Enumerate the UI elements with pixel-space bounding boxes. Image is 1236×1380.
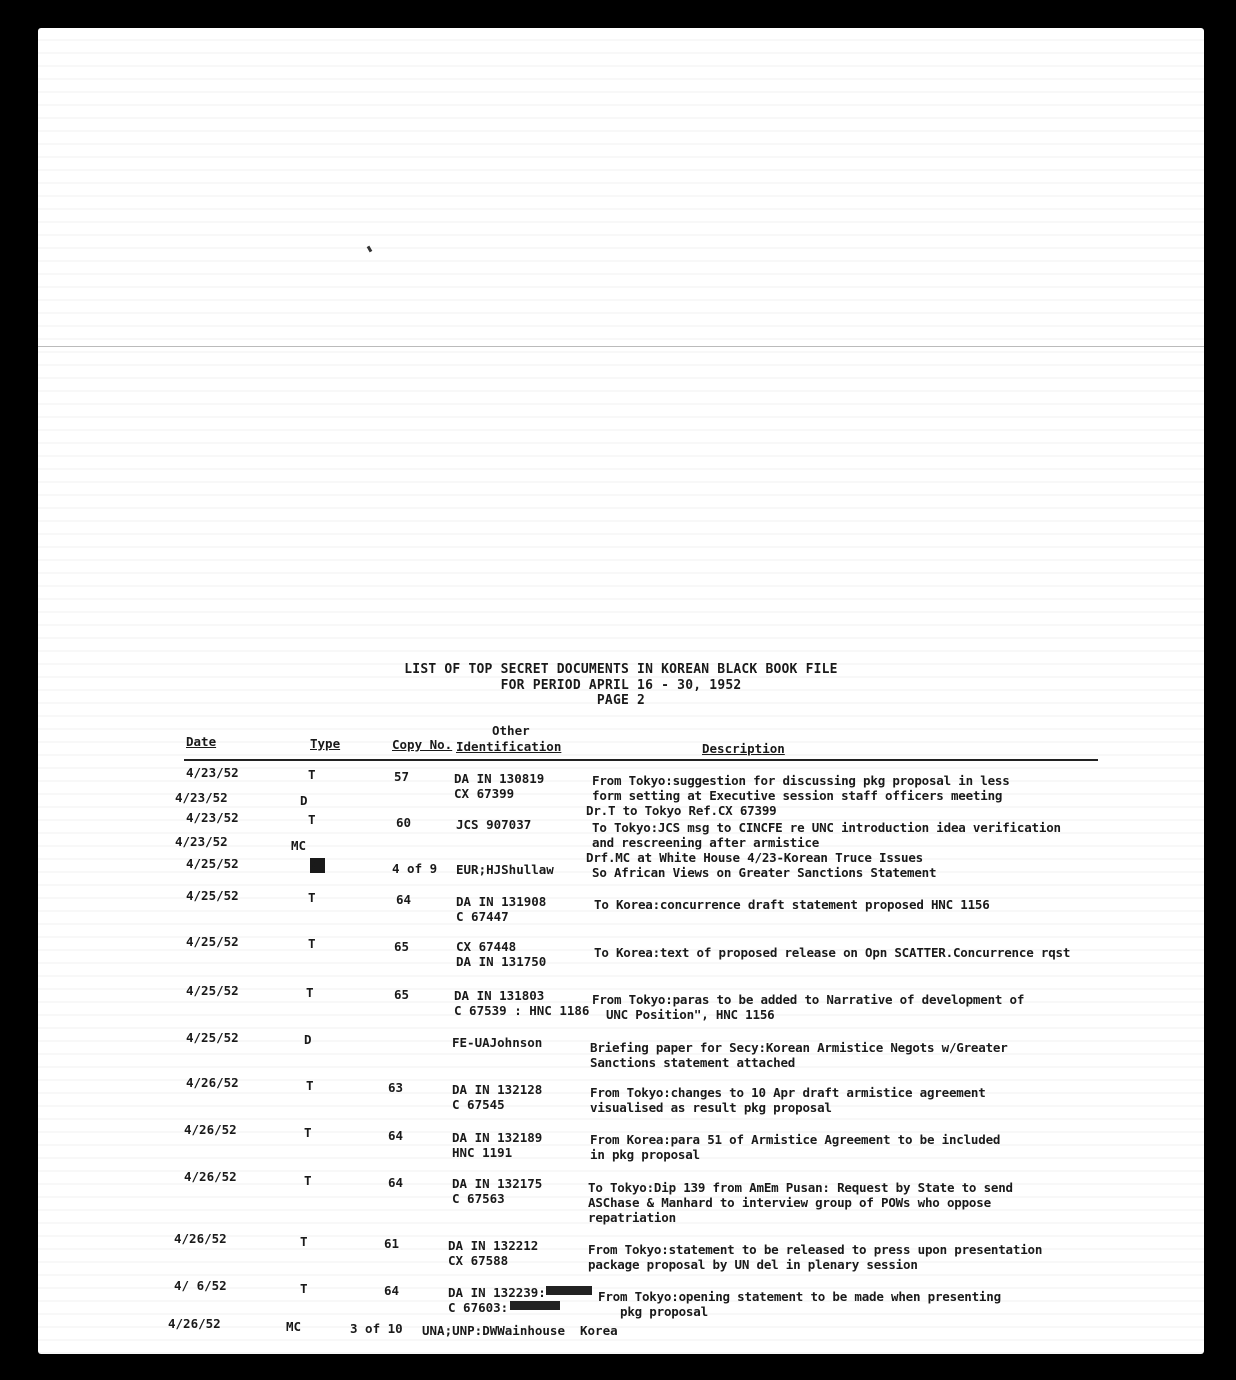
row-desc-1: From Tokyo:changes to 10 Apr draft armistice agreement (590, 1085, 986, 1100)
row-copy: 61 (384, 1236, 400, 1251)
row-type: T (304, 1173, 312, 1188)
document-sheet (38, 28, 1204, 1354)
row-ident-2: HNC 1191 (452, 1145, 513, 1160)
row-ident-2: CX 67588 (448, 1253, 509, 1268)
row-date: 4/25/52 (186, 934, 239, 949)
row-ident-2: CX 67399 (454, 786, 515, 801)
row-desc-1: To Korea:text of proposed release on Opn SCATTER.Concurrence rqst (594, 945, 1071, 960)
row-ident-2: C 67545 (452, 1097, 505, 1112)
row-copy: 64 (388, 1175, 404, 1190)
row-copy: 60 (396, 815, 412, 830)
row-desc-1: From Tokyo:statement to be released to press upon presentation (588, 1242, 1043, 1257)
row-date: 4/25/52 (186, 856, 239, 871)
row-ident-1: DA IN 132239: (448, 1285, 546, 1300)
row-desc-1: From Korea:para 51 of Armistice Agreement to be included (590, 1132, 1001, 1147)
row-date: 4/23/52 (186, 810, 239, 825)
row-ident-1: JCS 907037 (456, 817, 532, 832)
row-type: T (304, 1125, 312, 1140)
row-ident-1: DA IN 131908 (456, 894, 547, 909)
col-date: Date (186, 734, 217, 749)
row-desc-2: UNC Position", HNC 1156 (606, 1007, 775, 1022)
row-date: 4/23/52 (175, 790, 228, 805)
row-date: 4/26/52 (168, 1316, 221, 1331)
row-desc-1: To Korea:concurrence draft statement proposed HNC 1156 (594, 897, 990, 912)
row-ident-1: DA IN 132128 (452, 1082, 543, 1097)
row-copy: 63 (388, 1080, 404, 1095)
row-desc-1: To Tokyo:JCS msg to CINCFE re UNC introduction idea verification (592, 820, 1061, 835)
header-rule (184, 759, 1098, 761)
row-date: 4/ 6/52 (174, 1278, 227, 1293)
row-type: T (308, 890, 316, 905)
row-type: D (304, 1032, 312, 1047)
row-type: T (308, 936, 316, 951)
row-desc-2: ASChase & Manhard to interview group of POWs who oppose (588, 1195, 991, 1210)
col-type: Type (310, 736, 341, 751)
row-date: 4/26/52 (184, 1169, 237, 1184)
row-date: 4/25/52 (186, 1030, 239, 1045)
row-desc-2: and rescreening after armistice (592, 835, 820, 850)
row-type: MC (286, 1319, 302, 1334)
col-description: Description (702, 741, 785, 756)
row-copy: 64 (384, 1283, 400, 1298)
row-ident-2: C 67447 (456, 909, 509, 924)
row-desc-1: To Tokyo:Dip 139 from AmEm Pusan: Request by State to send (588, 1180, 1013, 1195)
row-ident-1: CX 67448 (456, 939, 517, 954)
col-identification: Identification (456, 739, 562, 754)
row-desc-1: From Tokyo:opening statement to be made when presenting (598, 1289, 1001, 1304)
row-type: T (308, 767, 316, 782)
row-copy: 57 (394, 769, 410, 784)
row-desc-1: Korea (580, 1323, 618, 1338)
row-desc-1: Drf.MC at White House 4/23-Korean Truce Issues (586, 850, 923, 865)
row-copy: 64 (388, 1128, 404, 1143)
row-ident-1: DA IN 131803 (454, 988, 545, 1003)
col-copy-no: Copy No. (392, 737, 453, 752)
row-copy: 65 (394, 939, 410, 954)
row-desc-1: Briefing paper for Secy:Korean Armistice Negots w/Greater (590, 1040, 1008, 1055)
row-ident-2: C 67563 (452, 1191, 505, 1206)
document-body (38, 28, 1204, 1354)
row-date: 4/23/52 (175, 834, 228, 849)
row-copy: 65 (394, 987, 410, 1002)
row-desc-2: in pkg proposal (590, 1147, 700, 1162)
row-copy: 3 of 10 (350, 1321, 403, 1336)
doc-title: LIST OF TOP SECRET DOCUMENTS IN KOREAN BLACK BOOK FILE (404, 662, 838, 677)
row-type: T (300, 1281, 308, 1296)
row-date: 4/23/52 (186, 765, 239, 780)
row-desc-2: pkg proposal (620, 1304, 708, 1319)
row-desc-1: So African Views on Greater Sanctions Statement (592, 865, 937, 880)
row-desc-1: Dr.T to Tokyo Ref.CX 67399 (586, 803, 777, 818)
row-date: 4/25/52 (186, 888, 239, 903)
row-copy: 64 (396, 892, 412, 907)
row-ident-1: UNA;UNP:DWWainhouse (422, 1323, 565, 1338)
row-ident-1: FE-UAJohnson (452, 1035, 543, 1050)
row-type: D (300, 793, 308, 808)
row-ident-1: EUR;HJShullaw (456, 862, 554, 877)
doc-period: FOR PERIOD APRIL 16 - 30, 1952 (500, 678, 742, 693)
row-date: 4/26/52 (174, 1231, 227, 1246)
row-desc-1: From Tokyo:paras to be added to Narrative of development of (592, 992, 1025, 1007)
row-type: T (300, 1234, 308, 1249)
row-desc-2: Sanctions statement attached (590, 1055, 796, 1070)
row-type: T (306, 1078, 314, 1093)
row-date: 4/26/52 (186, 1075, 239, 1090)
redaction-mark (510, 1301, 560, 1310)
row-date: 4/25/52 (186, 983, 239, 998)
redaction-mark (546, 1286, 592, 1295)
row-ident-2: DA IN 131750 (456, 954, 547, 969)
row-desc-1: From Tokyo:suggestion for discussing pkg proposal in less (592, 773, 1010, 788)
row-type: MC (291, 838, 307, 853)
row-desc-2: visualised as result pkg proposal (590, 1100, 832, 1115)
row-date: 4/26/52 (184, 1122, 237, 1137)
row-desc-3: repatriation (588, 1210, 676, 1225)
col-other-top: Other (492, 723, 530, 738)
row-ident-2: C 67539 : HNC 1186 (454, 1003, 590, 1018)
row-ident-1: DA IN 130819 (454, 771, 545, 786)
row-ident-1: DA IN 132212 (448, 1238, 539, 1253)
row-ident-1: DA IN 132189 (452, 1130, 543, 1145)
row-desc-2: package proposal by UN del in plenary session (588, 1257, 918, 1272)
row-type: T (308, 812, 316, 827)
row-ident-2: C 67603: (448, 1300, 509, 1315)
row-desc-2: form setting at Executive session staff officers meeting (592, 788, 1003, 803)
row-ident-1: DA IN 132175 (452, 1176, 543, 1191)
row-copy: 4 of 9 (392, 861, 438, 876)
row-type: MC (310, 858, 326, 873)
doc-page: PAGE 2 (596, 693, 646, 708)
row-type: T (306, 985, 314, 1000)
